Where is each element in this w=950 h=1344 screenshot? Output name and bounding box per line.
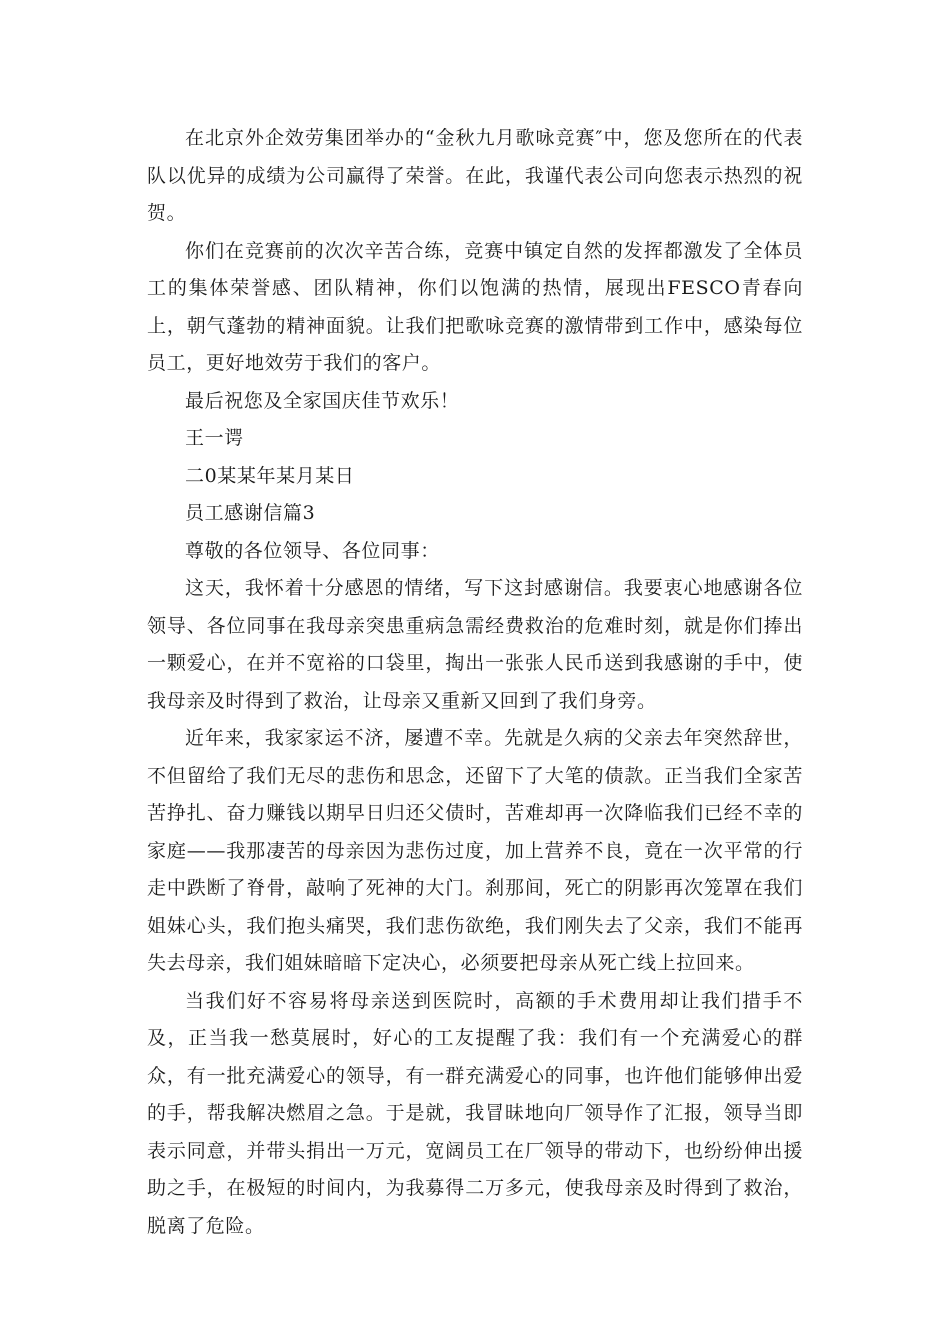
body-paragraph-3: 当我们好不容易将母亲送到医院时，高额的手术费用却让我们措手不及，正当我一愁莫展时，好心的工友提醒了我：我们有一个充满爱心的群众，有一批充满爱心的领导，有一群充满爱心的同事，也许他们能够伸出爱的手，帮我解决燃眉之急。于是就，我冒昧地向厂领导作了汇报，领导当即表示同意，并带头捐出一万元，宽阔员工在厂领导的带动下，也纷纷伸出援助之手，在极短的时间内，为我募得二万多元，使我母亲及时得到了救治，脱离了危险。 [147,989,803,1237]
body-paragraph-2: 近年来，我家家运不济，屡遭不幸。先就是久病的父亲去年突然辞世，不但留给了我们无尽的悲伤和思念，还留下了大笔的债款。正当我们全家苦苦挣扎、奋力赚钱以期早日归还父债时，苦难却再一次降临我们已经不幸的家庭——我那凄苦的母亲因为悲伤过度，加上营养不良，竟在一次平常的行走中跌断了脊骨，敲响了死神的大门。刹那间，死亡的阴影再次笼罩在我们姐妹心头，我们抱头痛哭，我们悲伤欲绝，我们刚失去了父亲，我们不能再失去母亲，我们姐妹暗暗下定决心，必须要把母亲从死亡线上拉回来。 [147,727,803,974]
closing-line: 最后祝您及全家国庆佳节欢乐！ [185,389,460,412]
body-paragraph-1: 这天，我怀着十分感恩的情绪，写下这封感谢信。我要衷心地感谢各位领导、各位同事在我母亲突患重病急需经费救治的危难时刻，就是你们捧出一颗爱心，在并不宽裕的口袋里，掏出一张张人民币送到我感谢的手中，使我母亲及时得到了救治，让母亲又重新又回到了我们身旁。 [147,577,803,712]
salutation: 尊敬的各位领导、各位同事： [185,539,440,562]
paragraph-1: 在北京外企效劳集团举办的“金秋九月歌咏竞赛″中，您及您所在的代表队以优异的成绩为公司赢得了荣誉。在此，我谨代表公司向您表示热烈的祝贺。 [147,127,803,224]
section-title: 员工感谢信篇3 [185,502,316,524]
signature: 王一谔 [185,427,244,449]
letter-date: 二0某某年某月某日 [185,464,355,487]
paragraph-2: 你们在竞赛前的次次辛苦合练，竞赛中镇定自然的发挥都激发了全体员工的集体荣誉感、团队精神，你们以饱满的热情，展现出FESCO青春向上，朝气蓬勃的精神面貌。让我们把歌咏竞赛的激情带到工作中，感染每位员工，更好地效劳于我们的客户。 [147,239,803,374]
document-page [147,120,803,1245]
